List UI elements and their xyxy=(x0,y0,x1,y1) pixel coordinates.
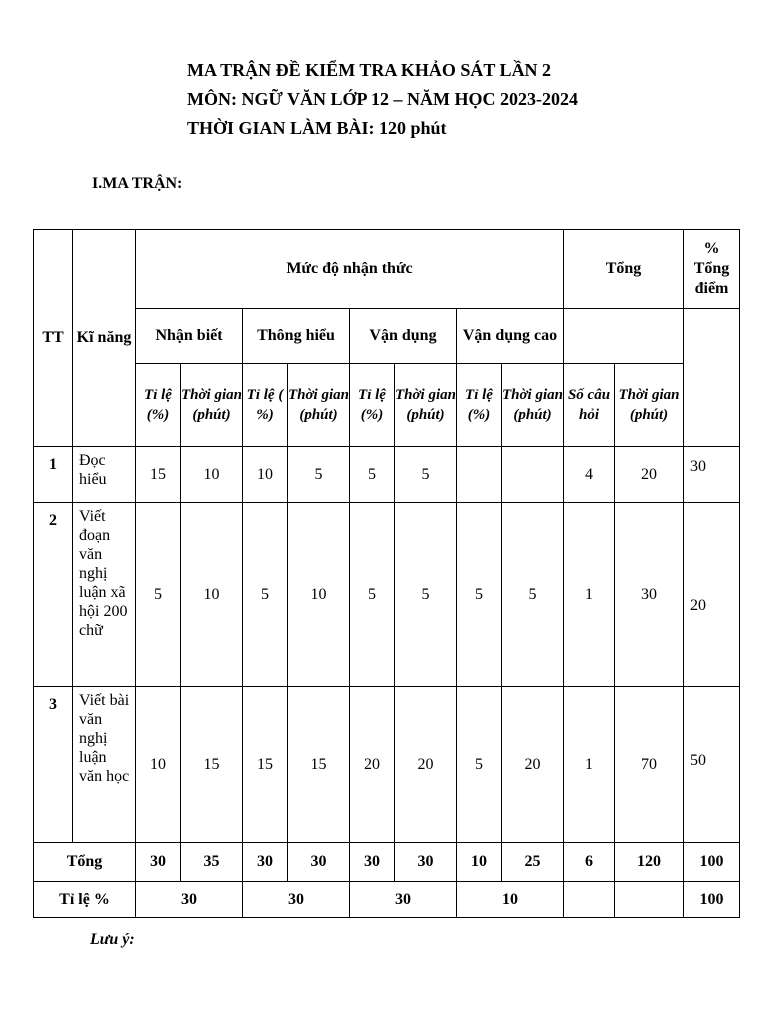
table-cell: 20 xyxy=(395,687,457,843)
total-row xyxy=(34,843,740,882)
ratio-cell: 30 xyxy=(136,882,243,918)
subheader-thoi-gian: Thời gian (phút) xyxy=(288,364,350,447)
table-cell: 5 xyxy=(395,447,457,503)
subheader-ti-le: Tỉ lệ (%) xyxy=(457,364,502,447)
table-cell: 10 xyxy=(243,447,288,503)
header-van-dung: Vận dụng xyxy=(350,309,457,364)
total-cell: 30 xyxy=(136,843,181,882)
header-thong-hieu: Thông hiểu xyxy=(243,309,350,364)
title-line-3: THỜI GIAN LÀM BÀI: 120 phút xyxy=(187,118,447,138)
subheader-ti-le: Tỉ lệ ( %) xyxy=(243,364,288,447)
ratio-blank xyxy=(615,882,684,918)
total-cell: 30 xyxy=(288,843,350,882)
total-cell: 30 xyxy=(350,843,395,882)
table-cell: 30 xyxy=(615,503,684,687)
title-line-2: MÔN: NGỮ VĂN LỚP 12 – NĂM HỌC 2023-2024 xyxy=(187,89,578,109)
table-cell xyxy=(502,447,564,503)
total-label: Tổng xyxy=(34,843,136,882)
table-cell: 15 xyxy=(243,687,288,843)
title-line-1: MA TRẬN ĐỀ KIỂM TRA KHẢO SÁT LẦN 2 xyxy=(187,60,552,80)
table-row xyxy=(34,687,740,843)
row-number: 3 xyxy=(34,687,73,843)
header-tt: TT xyxy=(34,230,73,447)
total-cell: 25 xyxy=(502,843,564,882)
header-ki-nang: Kĩ năng xyxy=(73,230,136,447)
ratio-pct: 100 xyxy=(684,882,740,918)
header-row-1 xyxy=(34,230,740,309)
total-cell: 6 xyxy=(564,843,615,882)
table-row xyxy=(34,447,740,503)
table-cell: 5 xyxy=(502,503,564,687)
ratio-label: Tỉ lệ % xyxy=(34,882,136,918)
pct-cell: 30 xyxy=(684,447,740,503)
table-cell: 1 xyxy=(564,687,615,843)
table-cell: 1 xyxy=(564,503,615,687)
total-cell: 30 xyxy=(243,843,288,882)
subheader-ti-le: Tỉ lệ (%) xyxy=(350,364,395,447)
header-pct-blank xyxy=(684,309,740,447)
header-tong-blank xyxy=(564,309,684,364)
assessment-matrix-table xyxy=(33,229,740,918)
table-cell: 10 xyxy=(181,447,243,503)
total-cell: 30 xyxy=(395,843,457,882)
pct-cell: 50 xyxy=(684,687,740,843)
table-cell: 15 xyxy=(288,687,350,843)
ratio-row xyxy=(34,882,740,918)
table-cell: 5 xyxy=(136,503,181,687)
table-cell: 10 xyxy=(288,503,350,687)
subheader-thoi-gian: Thời gian (phút) xyxy=(615,364,684,447)
table-row xyxy=(34,503,740,687)
table-cell: 15 xyxy=(136,447,181,503)
row-number: 1 xyxy=(34,447,73,503)
table-cell: 5 xyxy=(288,447,350,503)
table-cell: 10 xyxy=(136,687,181,843)
table-cell: 4 xyxy=(564,447,615,503)
header-pct-tong-diem: % Tổng điểm xyxy=(684,230,740,309)
pct-cell: 20 xyxy=(684,503,740,687)
table-cell: 5 xyxy=(457,503,502,687)
row-number: 2 xyxy=(34,503,73,687)
table-cell: 15 xyxy=(181,687,243,843)
total-cell: 10 xyxy=(457,843,502,882)
table-cell: 5 xyxy=(243,503,288,687)
subheader-thoi-gian: Thời gian (phút) xyxy=(181,364,243,447)
header-van-dung-cao: Vận dụng cao xyxy=(457,309,564,364)
table-cell: 5 xyxy=(350,447,395,503)
table-cell: 5 xyxy=(457,687,502,843)
table-cell: 10 xyxy=(181,503,243,687)
table-cell xyxy=(457,447,502,503)
ratio-cell: 10 xyxy=(457,882,564,918)
table-cell: 20 xyxy=(502,687,564,843)
section-heading: I.MA TRẬN: xyxy=(92,175,183,192)
ratio-cell: 30 xyxy=(243,882,350,918)
ratio-blank xyxy=(564,882,615,918)
ratio-cell: 30 xyxy=(350,882,457,918)
subheader-ti-le: Tỉ lệ (%) xyxy=(136,364,181,447)
total-pct: 100 xyxy=(684,843,740,882)
total-cell: 120 xyxy=(615,843,684,882)
skill-name: Viết bài văn nghị luận văn học xyxy=(73,687,136,843)
table-cell: 5 xyxy=(395,503,457,687)
header-nhan-biet: Nhận biết xyxy=(136,309,243,364)
subheader-thoi-gian: Thời gian (phút) xyxy=(395,364,457,447)
table-cell: 5 xyxy=(350,503,395,687)
table-cell: 70 xyxy=(615,687,684,843)
note-label: Lưu ý: xyxy=(90,931,135,948)
table-cell: 20 xyxy=(615,447,684,503)
header-row-2 xyxy=(34,309,740,364)
skill-name: Viết đoạn văn nghị luận xã hội 200 chữ xyxy=(73,503,136,687)
header-muc-do-nhan-thuc: Mức độ nhận thức xyxy=(136,230,564,309)
subheader-so-cau-hoi: Số câu hỏi xyxy=(564,364,615,447)
header-tong: Tổng xyxy=(564,230,684,309)
skill-name: Đọc hiểu xyxy=(73,447,136,503)
header-row-3 xyxy=(34,364,740,447)
total-cell: 35 xyxy=(181,843,243,882)
document-title xyxy=(187,56,578,143)
subheader-thoi-gian: Thời gian (phút) xyxy=(502,364,564,447)
table-cell: 20 xyxy=(350,687,395,843)
